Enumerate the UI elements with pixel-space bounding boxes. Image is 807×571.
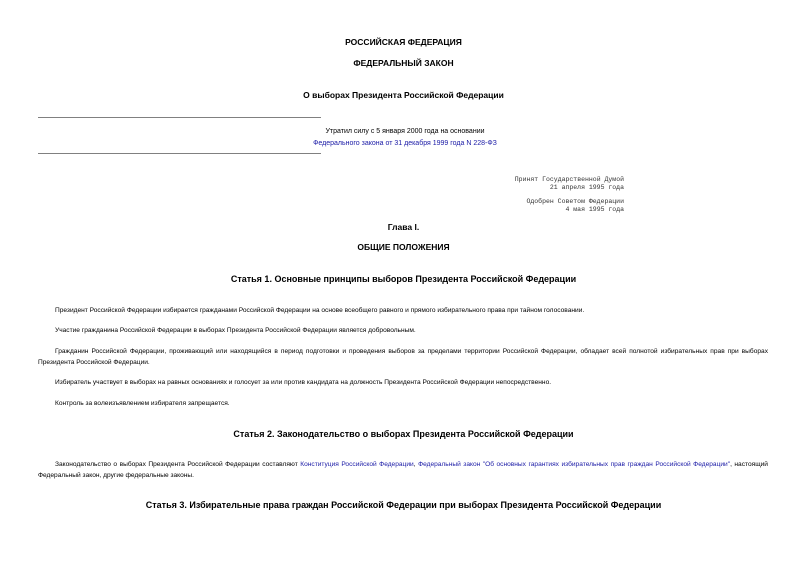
duma-adoption-line1: Принят Государственной Думой bbox=[514, 176, 624, 183]
article-1-paragraph-5: Контроль за волеизъявлением избирателя запрещается. bbox=[55, 400, 230, 407]
status-note-text: Утратил силу с 5 января 2000 года на основании bbox=[325, 128, 485, 135]
document-title: О выборах Президента Российской Федерации bbox=[303, 90, 504, 100]
article-1-title: Статья 1. Основные принципы выборов Президента Российской Федерации bbox=[230, 274, 577, 284]
duma-adoption-date: 21 апреля 1995 года bbox=[549, 184, 624, 191]
article-2-title: Статья 2. Законодательство о выборах Президента Российской Федерации bbox=[233, 429, 574, 439]
chapter-name: ОБЩИЕ ПОЛОЖЕНИЯ bbox=[357, 242, 450, 252]
article-1-paragraph-4: Избиратель участвует в выборах на равных основаниях и голосует за или против кандидата на должность Президента Российской Федерации непосредственно. bbox=[55, 379, 552, 386]
status-note bbox=[300, 126, 510, 150]
divider-top bbox=[38, 117, 321, 118]
duma-adoption bbox=[515, 176, 624, 192]
article-2-text-end: , настоящий Федеральный закон, другие федеральные законы. bbox=[38, 461, 768, 479]
article-1-paragraph-1: Президент Российской Федерации избирается гражданами Российской Федерации на основе всеобщего равного и прямого избирательного права при тайном голосовании. bbox=[55, 307, 585, 314]
guarantees-law-link[interactable]: Федеральный закон "Об основных гарантиях избирательных прав граждан Российской Федерации" bbox=[418, 461, 731, 468]
council-approval bbox=[526, 198, 624, 214]
article-3-title: Статья 3. Избирательные права граждан Российской Федерации при выборах Президента Российской Федерации bbox=[145, 500, 662, 510]
country-heading: РОССИЙСКАЯ ФЕДЕРАЦИЯ bbox=[345, 37, 462, 47]
repeal-law-link[interactable]: Федерального закона от 31 декабря 1999 года N 228-ФЗ bbox=[313, 140, 497, 147]
constitution-link[interactable]: Конституция Российской Федерации bbox=[300, 461, 414, 468]
divider-bottom bbox=[38, 153, 321, 154]
article-2-separator: , bbox=[413, 461, 419, 468]
chapter-number: Глава I. bbox=[387, 222, 420, 232]
article-2-text-start: Законодательство о выборах Президента Российской Федерации составляют bbox=[55, 461, 301, 468]
council-approval-date: 4 мая 1995 года bbox=[565, 206, 624, 213]
article-1-paragraph-2: Участие гражданина Российской Федерации в выборах Президента Российской Федерации является добровольным. bbox=[55, 327, 416, 334]
council-approval-line1: Одобрен Советом Федерации bbox=[526, 198, 624, 205]
document-type-heading: ФЕДЕРАЛЬНЫЙ ЗАКОН bbox=[353, 58, 454, 68]
article-2-paragraph bbox=[38, 459, 768, 481]
article-1-paragraph-3: Гражданин Российской Федерации, проживающий или находящийся в период подготовки и проведения выборов за пределами территории Российской Федерации, обладает всей полнотой избирательных прав при выборах Президента Российской Федерации. bbox=[38, 348, 768, 366]
